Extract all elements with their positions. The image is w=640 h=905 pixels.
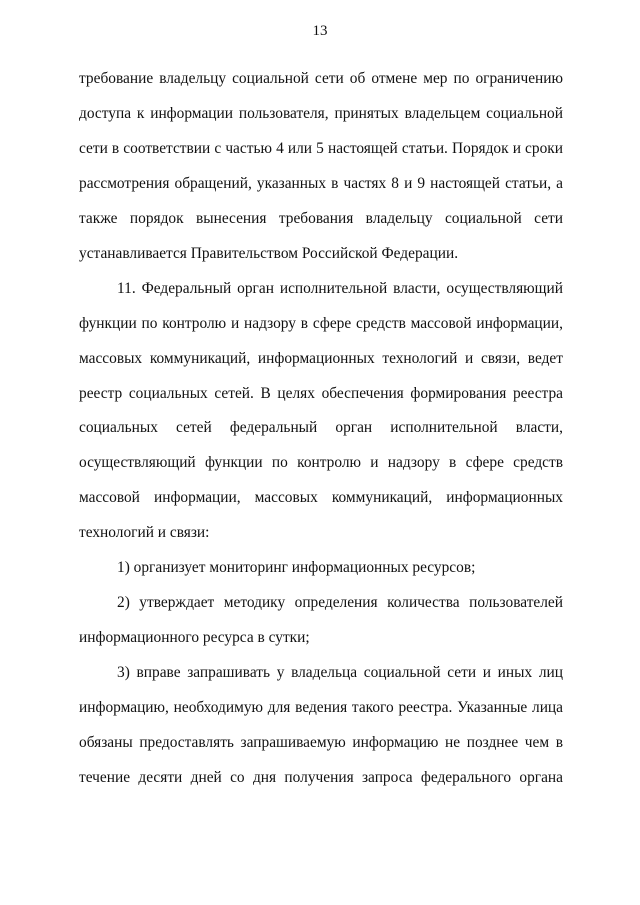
text-line: массовых коммуникаций, информационных технологий и связи, ведет — [79, 350, 563, 367]
text-line: технологий и связи: — [79, 524, 210, 541]
text-line: функции по контролю и надзору в сфере средств массовой информации, — [79, 315, 563, 332]
list-item: 1) организует мониторинг информационных ресурсов; — [117, 559, 476, 576]
text-line: рассмотрения обращений, указанных в частях 8 и 9 настоящей статьи, а — [79, 175, 563, 192]
text-line: информационного ресурса в сутки; — [79, 629, 310, 646]
list-item: 3) вправе запрашивать у владельца социальной сети и иных лиц — [117, 664, 563, 681]
text-line: также порядок вынесения требования владельцу социальной сети — [79, 210, 563, 227]
page-number: 13 — [312, 23, 328, 39]
text-line: сети в соответствии с частью 4 или 5 настоящей статьи. Порядок и сроки — [79, 140, 563, 157]
text-line: обязаны предоставлять запрашиваемую информацию не позднее чем в — [79, 734, 563, 751]
text-line: устанавливается Правительством Российской Федерации. — [79, 245, 459, 262]
text-line: доступа к информации пользователя, принятых владельцем социальной — [79, 105, 563, 122]
text-line: информацию, необходимую для ведения такого реестра. Указанные лица — [79, 699, 563, 716]
paragraph-first-line: 11. Федеральный орган исполнительной власти, осуществляющий — [117, 280, 563, 297]
list-item: 2) утверждает методику определения количества пользователей — [117, 594, 563, 611]
text-line: течение десяти дней со дня получения запроса федерального органа — [79, 769, 563, 786]
text-line: требование владельцу социальной сети об отмене мер по ограничению — [79, 70, 563, 87]
text-line: осуществляющий функции по контролю и надзору в сфере средств — [79, 454, 563, 471]
text-line: реестр социальных сетей. В целях обеспечения формирования реестра — [79, 385, 563, 402]
text-line: социальных сетей федеральный орган исполнительной власти, — [79, 419, 563, 436]
text-line: массовой информации, массовых коммуникаций, информационных — [79, 489, 563, 506]
